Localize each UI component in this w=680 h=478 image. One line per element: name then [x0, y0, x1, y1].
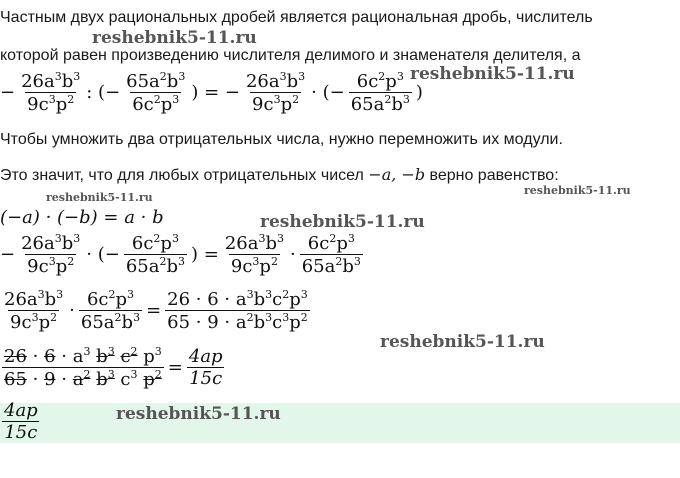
- watermark: reshebnik5-11.ru: [92, 28, 257, 48]
- watermark: reshebnik5-11.ru: [260, 212, 425, 232]
- paragraph-line-1: Частным двух рациональных дробей является рациональная дробь, числитель: [0, 9, 593, 26]
- equation-cancellation: $\frac{26 \cdot 6 \cdot a^3 b^3 c^2 p^3}{65 \cdot 9 \cdot a^2 b^3 c^3 p^2}$ = $\frac{4ap}{15c}$: [4, 345, 223, 390]
- paragraph-3-start: Это значит, что для любых отрицательных чисел: [0, 167, 369, 184]
- identity-equation: (−a) · (−b) = a · b: [0, 207, 164, 228]
- answer-highlight: [0, 403, 680, 443]
- answer-denominator: 15c: [4, 422, 38, 443]
- watermark: reshebnik5-11.ru: [410, 64, 575, 84]
- answer-fraction: [0, 400, 42, 443]
- paragraph-line-2: которой равен произведению числителя делимого и знаменателя делителя, а: [0, 47, 581, 64]
- watermark: reshebnik5-11.ru: [524, 184, 631, 197]
- paragraph-3: [0, 165, 559, 186]
- paragraph-3-vars: −a, −b: [368, 165, 426, 184]
- watermark: reshebnik5-11.ru: [116, 404, 281, 424]
- paragraph-3-end: верно равенство:: [425, 167, 559, 184]
- answer-numerator: 4ap: [4, 400, 38, 421]
- equation-division: − $\frac{26a^3b^3}{9c^3p^2}$ : (− $\frac{65a^2b^3}{6c^2p^3}$ ) = − $\frac{26a^3b^3}{9c^3p^2}$ · (− $\frac{6c^2p^3}{65a^2b^3}$ ): [0, 70, 423, 115]
- paragraph-2: Чтобы умножить два отрицательных числа, нужно перемножить их модули.: [0, 131, 563, 148]
- equation-multiplication: $\frac{26a^3b^3}{9c^3p^2}$ · $\frac{6c^2p^3}{65a^2b^3}$ = $\frac{26 \cdot 6 \cdot a^3b^3c^2p^3}{65 \cdot 9 \cdot a^2b^3c^3p^2}$: [4, 288, 308, 333]
- watermark: reshebnik5-11.ru: [380, 332, 545, 352]
- equation-sign-removal: − $\frac{26a^3b^3}{9c^3p^2}$ · (− $\frac{6c^2p^3}{65a^2b^3}$ ) = $\frac{26a^3b^3}{9c^3p^2}$ · $\frac{6c^2p^3}{65a^2b^3}$: [0, 232, 361, 277]
- watermark: reshebnik5-11.ru: [46, 191, 153, 204]
